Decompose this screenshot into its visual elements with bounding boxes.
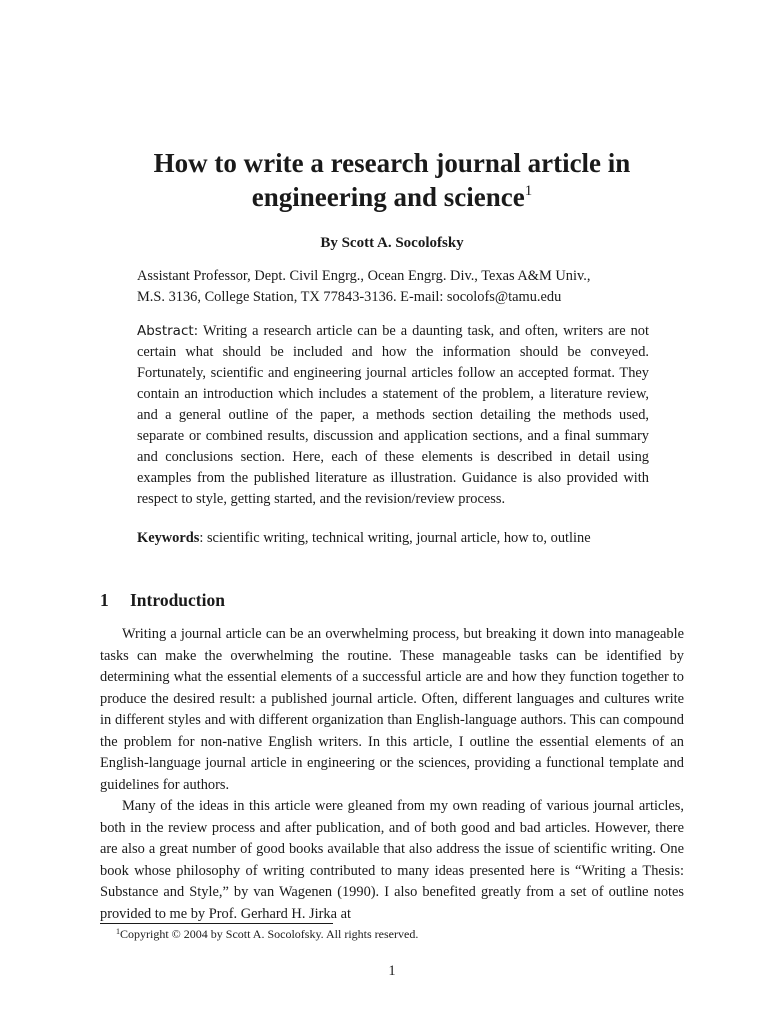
abstract-text: Writing a research article can be a daunting task, and often, writers are not certain what should be included and how the information should be conveyed. Fortunately, scientific and engineering journal articles follow an accepted format. They contain an introduction which includes a statement of the problem, a literature review, and a general outline of the paper, a methods section detailing the methods used, separate or combined results, discussion and application sections, and a final summary and conclusions section. Here, each of these elements is described in detail using examples from the published literature as illustration. Guidance is also provided with respect to style, getting started, and the revision/review process. (137, 323, 649, 507)
body-paragraph: Writing a journal article can be an overwhelming process, but breaking it down into manageable tasks can make the overwhelming the routine. These manageable tasks can be identified by determining what the essential elements of a successful article are and how they function together to produce the desired result: a published journal article. Often, different languages and cultures write in different styles and with different organization than English-language authors. This can compound the problem for non-native English writers. In this article, I outline the essential elements of an English-language journal article in engineering or the sciences, providing a functional template and guidelines for authors. (100, 626, 684, 793)
keywords-text: : scientific writing, technical writing, journal article, how to, outline (199, 530, 591, 546)
keywords (137, 528, 677, 549)
keywords-label: Keywords (137, 530, 200, 546)
section-title: Introduction (130, 590, 225, 610)
affiliation-line-2: M.S. 3136, College Station, TX 77843-3136. E-mail: socolofs@tamu.edu (137, 289, 562, 305)
affiliation-line-1: Assistant Professor, Dept. Civil Engrg., Ocean Engrg. Div., Texas A&M Univ., (137, 268, 591, 284)
section-heading (100, 589, 225, 611)
section-body (100, 624, 684, 925)
abstract-label: Abstract: (137, 323, 199, 339)
title-footnote-mark: 1 (524, 183, 533, 199)
page-number: 1 (388, 963, 396, 979)
footnote (116, 926, 418, 942)
author-line: By Scott A. Socolofsky (320, 235, 464, 251)
paper-title-text: How to write a research journal article in engineering and science (153, 148, 631, 212)
author-affiliation (137, 266, 677, 308)
footnote-divider (100, 923, 333, 924)
section-number: 1 (100, 590, 109, 610)
footnote-text: Copyright © 2004 by Scott A. Socolofsky. All rights reserved. (120, 927, 419, 941)
footnote-mark: 1 (116, 927, 120, 936)
paper-title (100, 146, 684, 214)
abstract (137, 321, 649, 510)
body-paragraph: Many of the ideas in this article were gleaned from my own reading of various journal articles, both in the review process and after publication, and of both good and bad articles. However, there are also a great number of good books available that also address the issue of scientific writing. One book whose philosophy of writing contributed to many ideas presented here is “Writing a Thesis: Substance and Style,” by van Wagenen (1990). I also benefited greatly from a set of outline notes provided to me by Prof. Gerhard H. Jirka at (100, 798, 684, 922)
